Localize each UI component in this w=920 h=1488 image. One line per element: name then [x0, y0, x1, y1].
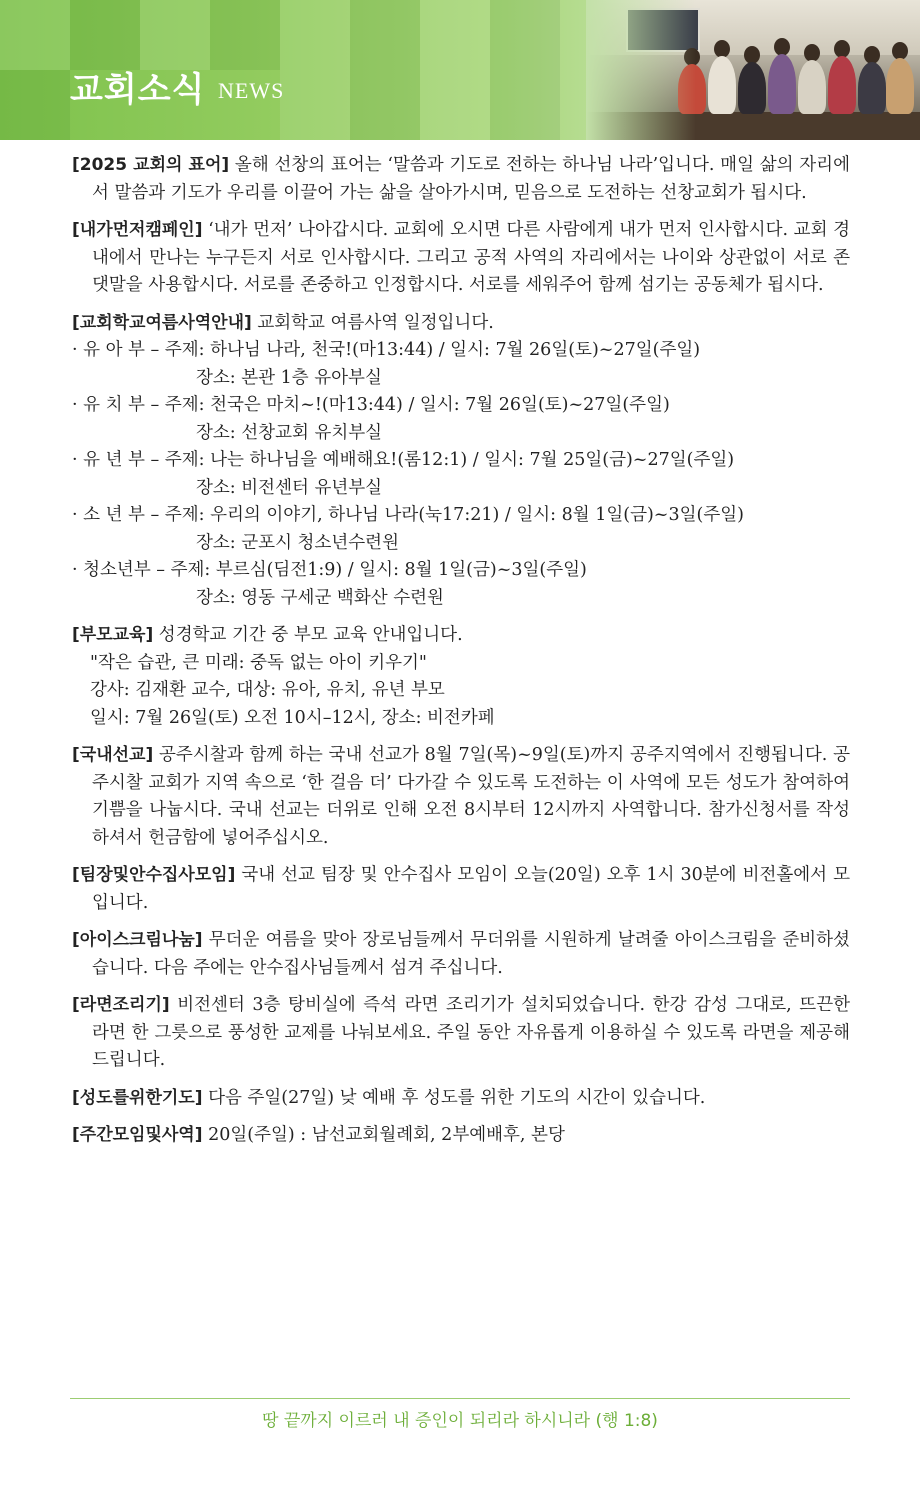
choir-photo	[586, 0, 920, 140]
header-pattern-tile	[350, 70, 420, 140]
summer-ministry-heading	[72, 310, 850, 338]
photo-person	[858, 62, 886, 114]
header-pattern-tile	[280, 0, 350, 70]
photo-person	[798, 60, 826, 114]
news-item-text: 비전센터 3층 탕비실에 즉석 라면 조리기가 설치되었습니다. 한강 감성 그대로, 뜨끈한 라면 한 그릇으로 풍성한 교제를 나눠보세요. 주일 동안 자유롭게 이용하실 수 있도록 라면을 제공해 드립니다.	[92, 995, 850, 1070]
department-place: 장소: 군포시 청소년수련원	[196, 532, 399, 553]
photo-person	[738, 62, 766, 114]
parent-education-heading	[72, 622, 850, 650]
department-schedule: · 유 년 부 – 주제: 나는 하나님을 예배해요!(롬12:1) / 일시: 7월 25일(금)~27일(주일)	[72, 450, 735, 470]
department-place: 장소: 비전센터 유년부실	[196, 477, 383, 498]
page-title-english: NEWS	[218, 78, 285, 103]
news-item-text: ‘내가 먼저’ 나아갑시다. 교회에 오시면 다른 사람에게 내가 먼저 인사합시다. 교회 경내에서 만나는 누구든지 서로 인사합시다. 그리고 공적 사역의 자리에서는 나이와 상관없이 서로 존댓말을 사용합시다. 서로를 존중하고 인정합시다. 서로를 세워주어 함께 섬기는 공동체가 됩시다.	[92, 220, 850, 295]
parent-education-line: 강사: 김재환 교수, 대상: 유아, 유치, 유년 부모	[90, 680, 445, 700]
news-item-text: 국내 선교 팀장 및 안수집사 모임이 오늘(20일) 오후 1시 30분에 비전홀에서 모입니다.	[92, 865, 850, 913]
news-item-label: [라면조리기]	[72, 995, 170, 1015]
footer-verse: 땅 끝까지 이르러 내 증인이 되리라 하시니라 (행 1:8)	[262, 1411, 658, 1431]
news-item-label: [국내선교]	[72, 745, 154, 765]
news-item-label: [교회학교여름사역안내]	[72, 312, 252, 333]
news-item-leaders-meeting	[72, 862, 850, 917]
header-pattern-tile	[420, 0, 490, 70]
news-item-text: 올해 선창의 표어는 ‘말씀과 기도로 전하는 하나님 나라’입니다. 매일 삶의 자리에서 말씀과 기도가 우리를 이끌어 가는 삶을 살아가시며, 믿음으로 도전하는 선창교회가 됩시다.	[92, 155, 850, 203]
photo-person	[828, 56, 856, 114]
department-place: 장소: 선창교회 유치부실	[196, 422, 383, 443]
news-item-parent-education	[72, 622, 850, 732]
news-item-campaign	[72, 217, 850, 300]
department-place: 장소: 본관 1층 유아부실	[196, 367, 382, 388]
header-pattern-tile	[490, 0, 560, 70]
news-item-motto	[72, 152, 850, 207]
parent-education-line: "작은 습관, 큰 미래: 중독 없는 아이 키우기"	[90, 652, 427, 673]
department-schedule: · 청소년부 – 주제: 부르심(딤전1:9) / 일시: 8월 1일(금)~3일(주일)	[72, 560, 587, 580]
news-header	[0, 0, 920, 140]
news-content	[72, 152, 850, 1160]
news-item-prayer	[72, 1085, 850, 1113]
page-title: 교회소식	[70, 70, 206, 110]
news-item-domestic-mission	[72, 742, 850, 852]
news-item-text: 공주시찰과 함께 하는 국내 선교가 8월 7일(목)~9일(토)까지 공주지역에서 진행됩니다. 공주시찰 교회가 지역 속으로 ‘한 걸음 더’ 다가갈 수 있도록 도전하는 이 사역에 모든 성도가 참여하여 기쁨을 나눕시다. 국내 선교는 더위로 인해 오전 8시부터 12시까지 사역합니다. 참가신청서를 작성하셔서 헌금함에 넣어주십시오.	[92, 745, 850, 848]
news-item-label: [내가먼저캠페인]	[72, 220, 203, 240]
news-item-text: 교회학교 여름사역 일정입니다.	[251, 312, 494, 333]
news-item-label: [팀장및안수집사모임]	[72, 865, 236, 885]
photo-person	[886, 58, 914, 114]
header-pattern-tile	[140, 0, 210, 70]
news-item-weekly-meetings	[72, 1122, 850, 1150]
header-pattern-tile	[420, 70, 490, 140]
news-item-label: [부모교육]	[72, 625, 154, 645]
header-pattern-tile	[0, 0, 70, 70]
parent-education-line: 일시: 7월 26일(토) 오전 10시–12시, 장소: 비전카페	[90, 707, 495, 728]
news-item-text: 20일(주일) : 남선교회월례회, 2부예배후, 본당	[202, 1125, 565, 1145]
header-pattern-tile	[210, 0, 280, 70]
news-item-label: [아이스크림나눔]	[72, 930, 203, 950]
header-pattern-tile	[490, 70, 560, 140]
news-item-summer-ministry	[72, 310, 850, 613]
header-pattern-tile	[350, 0, 420, 70]
photo-person	[708, 56, 736, 114]
header-pattern-tile	[280, 70, 350, 140]
header-pattern-tile	[70, 0, 140, 70]
department-schedule: · 유 치 부 – 주제: 천국은 마치~!(마13:44) / 일시: 7월 26일(토)~27일(주일)	[72, 395, 670, 415]
news-item-text: 다음 주일(27일) 낮 예배 후 성도를 위한 기도의 시간이 있습니다.	[202, 1087, 706, 1108]
news-item-text: 성경학교 기간 중 부모 교육 안내입니다.	[153, 625, 463, 645]
department-place: 장소: 영동 구세군 백화산 수련원	[196, 587, 444, 608]
news-item-ramen	[72, 992, 850, 1075]
department-schedule: · 유 아 부 – 주제: 하나님 나라, 천국!(마13:44) / 일시: 7월 26일(토)~27일(주일)	[72, 340, 701, 360]
photo-fade	[586, 0, 696, 140]
photo-person	[768, 54, 796, 114]
header-pattern-tile	[0, 70, 70, 140]
department-schedule: · 소 년 부 – 주제: 우리의 이야기, 하나님 나라(눅17:21) / 일시: 8월 1일(금)~3일(주일)	[72, 505, 744, 525]
news-item-label: [주간모임및사역]	[72, 1125, 203, 1145]
news-item-text: 무더운 여름을 맞아 장로님들께서 무더위를 시원하게 날려줄 아이스크림을 준비하셨습니다. 다음 주에는 안수집사님들께서 섬겨 주십니다.	[92, 930, 850, 978]
news-item-label: [2025 교회의 표어]	[72, 155, 230, 175]
news-item-ice-cream	[72, 927, 850, 982]
news-item-label: [성도를위한기도]	[72, 1087, 203, 1108]
footer-divider	[70, 1398, 850, 1399]
